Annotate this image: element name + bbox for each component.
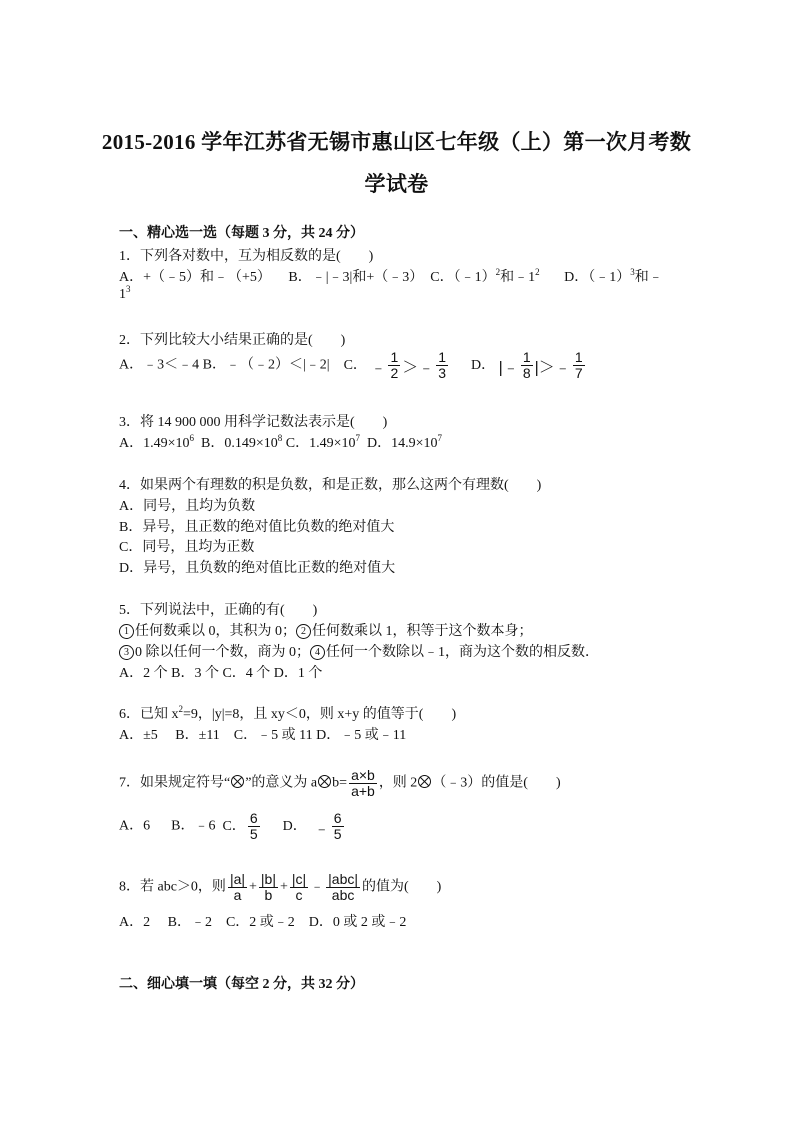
circled-number-2: 2 bbox=[296, 624, 311, 639]
q3-option-d: D．$14.9\times 10^7$ bbox=[366, 433, 442, 451]
q8-stem: 8．若 abc＞0，则 $\frac{|a|}{a}$ + $\frac{|b|}{b}$ + $\frac{|c|}{c}$ ﹣ $\frac{\text{|abc|}}{\text{abc}}$ 的值为( ) bbox=[119, 871, 442, 903]
q1-option-d: D．（﹣1）$^3$和﹣ bbox=[564, 267, 663, 285]
otimes-symbol bbox=[418, 775, 431, 788]
q4-option-c: C．同号，且均为正数 bbox=[119, 540, 255, 555]
q7-option-c: C． $\frac{6}{5}$ bbox=[222, 810, 258, 842]
circled-number-3: 3 bbox=[119, 645, 134, 660]
q2-options bbox=[119, 350, 587, 381]
q1-option-d-wrap: $1^3$ bbox=[119, 284, 131, 302]
fraction: $\frac{a\times b}{a+b}$ bbox=[351, 767, 375, 799]
section-2-heading: 二、细心填一填（每空 2 分，共 32 分） bbox=[119, 977, 364, 992]
q3-option-b: B．$0.149\times 10^8$ bbox=[201, 433, 283, 451]
fraction: $\frac{\text{|abc|}}{\text{abc}}$ bbox=[328, 871, 359, 903]
q4-option-a: A．同号，且均为负数 bbox=[119, 499, 256, 514]
q2-stem: 2．下列比较大小结果正确的是( ) bbox=[119, 333, 346, 348]
q7-option-a: A．6 bbox=[119, 818, 151, 834]
q7-options bbox=[119, 811, 346, 842]
q4-option-d: D．异号，且负数的绝对值比正数的绝对值大 bbox=[119, 561, 396, 576]
q2-option-d: D． |﹣ $\frac{1}{8}$ |＞﹣ $\frac{1}{7}$ bbox=[471, 349, 583, 381]
q3-option-a: A．$1.49\times 10^6$ bbox=[119, 433, 195, 451]
q2-option-c: C． ﹣ $\frac{1}{2}$ ＞﹣ $\frac{1}{3}$ bbox=[343, 349, 447, 381]
title-line-1: 2015-2016 学年江苏省无锡市惠山区七年级（上）第一次月考数 bbox=[101, 130, 692, 154]
otimes-symbol bbox=[231, 775, 244, 788]
q1-option-b: B．﹣|﹣3|和+（﹣3） bbox=[288, 270, 424, 285]
q7-option-b: B．﹣6 bbox=[171, 818, 216, 834]
q5-options: A．2 个 B．3 个 C．4 个 D．1 个 bbox=[119, 666, 323, 681]
q5-statements-3-4: 3 0 除以任何一个数，商为 0； 4 任何一个数除以﹣1，商为这个数的相反数． bbox=[119, 641, 599, 661]
section-1-heading: 一、精心选一选（每题 3 分，共 24 分） bbox=[119, 226, 364, 241]
fraction: $\frac{1}{8}$ bbox=[522, 349, 531, 381]
q1-option-c: C．（﹣1）$^2$和$﹣1^2$ bbox=[430, 267, 540, 285]
fraction: $\frac{1}{7}$ bbox=[574, 349, 583, 381]
q1-option-a: A．+（﹣5）和﹣（+5） bbox=[119, 270, 271, 285]
fraction: $\frac{6}{5}$ bbox=[333, 810, 342, 842]
fraction: $\frac{1}{2}$ bbox=[390, 349, 399, 381]
otimes-symbol bbox=[318, 775, 331, 788]
q5-statements-1-2: 1 任何数乘以 0，其积为 0； 2 任何数乘以 1，积等于这个数本身； bbox=[119, 620, 533, 640]
q6-stem: 6．已知 $x^2=9$，|y|=8，且 xy＜0，则 x+y 的值等于( ) bbox=[119, 704, 457, 722]
q5-stem: 5．下列说法中，正确的有( ) bbox=[119, 603, 318, 618]
q2-option-b: B．﹣（﹣2）＜|﹣2| bbox=[202, 357, 330, 373]
q2-option-a: A．﹣3＜﹣4 bbox=[119, 357, 200, 373]
q3-stem: 3．将 14 900 000 用科学记数法表示是( ) bbox=[119, 415, 388, 430]
fraction: $\frac{|b|}{b}$ bbox=[260, 871, 276, 903]
q1-options bbox=[119, 266, 663, 286]
q4-option-b: B．异号，且正数的绝对值比负数的绝对值大 bbox=[119, 520, 395, 535]
circled-number-4: 4 bbox=[310, 645, 325, 660]
fraction: $\frac{1}{3}$ bbox=[438, 349, 447, 381]
fraction: $\frac{|c|}{c}$ bbox=[291, 871, 307, 903]
q6-options: A．±5 B．±11 C．﹣5 或 11 D．﹣5 或﹣11 bbox=[119, 728, 407, 743]
q7-option-d: D． ﹣ $\frac{6}{5}$ bbox=[282, 810, 342, 842]
q3-options bbox=[119, 432, 442, 452]
fraction: $\frac{|a|}{a}$ bbox=[229, 871, 245, 903]
fraction: $\frac{6}{5}$ bbox=[249, 810, 258, 842]
circled-number-1: 1 bbox=[119, 624, 134, 639]
q7-stem: 7．如果规定符号“ ”的意义为 a b= $\frac{a\times b}{a+b}$ ，则 2 （﹣3）的值是( ) bbox=[119, 767, 561, 799]
q1-stem: 1．下列各对数中，互为相反数的是( ) bbox=[119, 249, 374, 264]
q8-options: A．2 B．﹣2 C．2 或﹣2 D．0 或 2 或﹣2 bbox=[119, 915, 407, 930]
q4-stem: 4．如果两个有理数的积是负数，和是正数，那么这两个有理数( ) bbox=[119, 478, 542, 493]
title-line-2: 学试卷 bbox=[364, 172, 429, 196]
q3-option-c: C．$1.49\times 10^7$ bbox=[285, 433, 360, 451]
